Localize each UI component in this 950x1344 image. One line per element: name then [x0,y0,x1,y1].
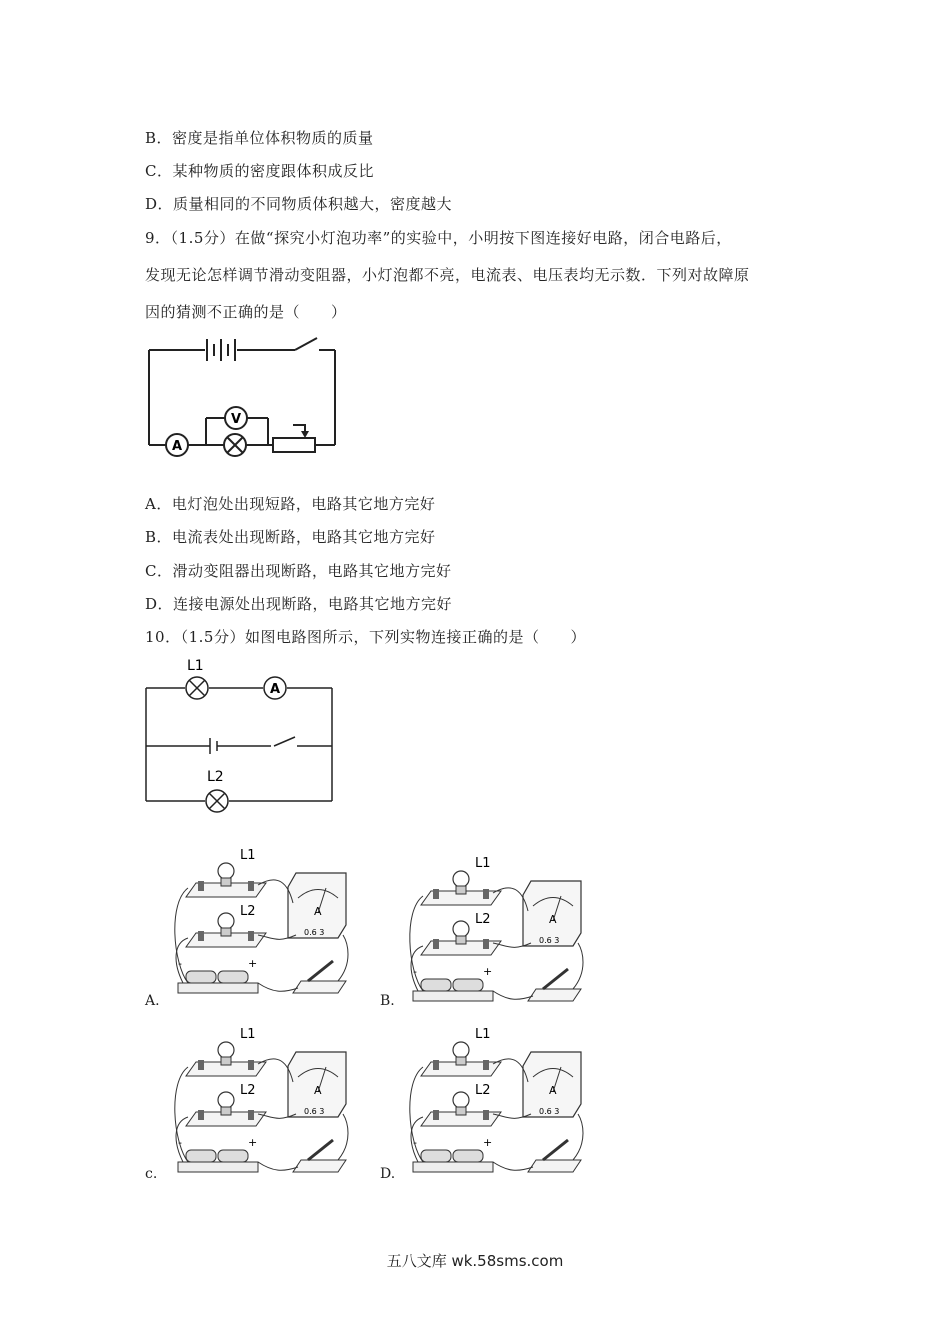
lamp-l1-label: L1 [187,658,204,674]
lamp-l2-terminal-left [433,1110,439,1120]
lamp-l2-terminal-right [483,939,489,949]
battery-minus-label: - [178,1136,182,1149]
q10-option-c-label: c. [145,1166,158,1182]
lamp-l2-terminal-right [248,1110,254,1120]
lamp-l1-bulb [453,1042,469,1058]
lamp-l1-terminal-left [198,881,204,891]
wire-1 [175,888,188,983]
lamp-l1-socket [456,886,466,894]
battery-cell-2 [218,1150,248,1162]
ammeter-scale-text: 0.6 3 [539,936,560,945]
q9-circuit-diagram [145,335,345,460]
lamp-l1-bulb [218,1042,234,1058]
lamp-l1-label: L1 [475,856,491,871]
q9-stem-line2: 发现无论怎样调节滑动变阻器，小灯泡都不亮，电流表、电压表均无示数．下列对故障原 [145,266,750,284]
q9-option-c: C．滑动变阻器出现断路，电路其它地方完好 [145,562,452,580]
switch-base [528,989,581,1001]
lamp-l2-symbol [206,790,228,812]
lamp-l1-socket [221,1057,231,1065]
q8-option-c: C．某种物质的密度跟体积成反比 [145,162,374,180]
wire-5 [258,983,298,991]
lamp-l1-terminal-right [248,1060,254,1070]
q9-option-d: D．连接电源处出现断路，电路其它地方完好 [145,595,453,613]
q10-option-a-label: A. [145,993,160,1009]
wire-1 [410,1067,423,1162]
ammeter-scale-text: 0.6 3 [304,1107,325,1116]
lamp-l2-socket [221,1107,231,1115]
lamp-l1-bulb [218,863,234,879]
battery-plus-label: + [483,1136,493,1149]
voltmeter-label: V [230,412,242,427]
lamp-l1-bulb [453,871,469,887]
wire-6 [573,1114,583,1160]
wire-5 [258,1162,298,1170]
wire-6 [338,1114,348,1160]
q10-option-a-picture [168,843,368,1008]
lamp-l2-bulb [218,1092,234,1108]
switch-lever [543,1140,568,1160]
lamp-l2-bulb [218,913,234,929]
q10-circuit-diagram [143,655,338,815]
battery-cell-1 [186,1150,216,1162]
switch-lever [308,961,333,981]
wire-6 [573,943,583,989]
wire-6 [338,935,348,981]
q10-option-d-picture [403,1022,585,1182]
lamp-l2-bulb [453,921,469,937]
lamp-l1-label: L1 [240,848,256,863]
battery-plus-label: + [248,957,258,970]
lamp-l1-terminal-left [198,1060,204,1070]
lamp-l1-terminal-right [483,889,489,899]
lamp-l2-terminal-left [433,939,439,949]
switch-base [293,981,346,993]
q9-option-b: B．电流表处出现断路，电路其它地方完好 [145,528,436,546]
battery-cell-2 [453,979,483,991]
battery-plus-label: + [483,965,493,978]
battery-holder [178,983,258,993]
battery-cell-1 [186,971,216,983]
lamp-l2-label: L2 [475,1083,491,1098]
lamp-l1-label: L1 [475,1027,491,1042]
q10-option-d-label: D. [380,1166,396,1182]
ammeter-label: A [549,913,557,926]
battery-holder [413,1162,493,1172]
switch-lever [543,969,568,989]
lamp-l2-label: L2 [207,769,224,785]
lamp-l2-terminal-right [483,1110,489,1120]
lamp-l1-socket [456,1057,466,1065]
battery-cell-2 [453,1150,483,1162]
lamp-l2-label: L2 [475,912,491,927]
lamp-l1-terminal-right [248,881,254,891]
switch-lever [308,1140,333,1160]
q9-stem-line1: 9．（1.5分）在做“探究小灯泡功率”的实验中，小明按下图连接好电路，闭合电路后， [145,229,732,247]
lamp-l2-label: L2 [240,904,256,919]
lamp-l2-socket [221,928,231,936]
battery-cell-1 [421,979,451,991]
battery-cell-2 [218,971,248,983]
ammeter-label: A [549,1084,557,1097]
lamp-l2-label: L2 [240,1083,256,1098]
q10-option-b-label: B. [380,993,395,1009]
q8-option-d: D．质量相同的不同物质体积越大，密度越大 [145,195,453,213]
battery-minus-label: - [413,965,417,978]
ammeter-label: A [314,1084,322,1097]
lamp-l1-terminal-left [433,889,439,899]
ammeter-label: A [171,439,183,454]
lamp-l2-terminal-left [198,931,204,941]
battery-holder [413,991,493,1001]
q9-option-a: A．电灯泡处出现短路，电路其它地方完好 [145,495,436,513]
lamp-l2-socket [456,936,466,944]
lamp-l2-terminal-left [198,1110,204,1120]
ammeter-label: A [269,682,281,697]
ammeter-label: A [314,905,322,918]
wire-1 [410,896,423,991]
battery-holder [178,1162,258,1172]
switch-base [528,1160,581,1172]
ammeter-scale-text: 0.6 3 [539,1107,560,1116]
lamp-l1-terminal-left [433,1060,439,1070]
q9-stem-line3: 因的猜测不正确的是（ ） [145,303,347,321]
switch-base [293,1160,346,1172]
lamp-l2-socket [456,1107,466,1115]
lamp-l1-terminal-right [483,1060,489,1070]
q10-option-b-picture [403,851,585,1011]
lamp-l2-bulb [453,1092,469,1108]
lamp-symbol [224,434,246,456]
q8-option-b: B．密度是指单位体积物质的质量 [145,129,374,147]
lamp-l2-terminal-right [248,931,254,941]
ammeter-scale-text: 0.6 3 [304,928,325,937]
q10-option-c-picture [168,1022,350,1182]
battery-cell-1 [421,1150,451,1162]
page-footer: 五八文库 wk.58sms.com [386,1252,564,1270]
lamp-l1-label: L1 [240,1027,256,1042]
battery-minus-label: - [413,1136,417,1149]
wire-5 [493,1162,533,1170]
lamp-l1-symbol [186,677,208,699]
wire-5 [493,991,533,999]
battery-minus-label: - [178,957,182,970]
q10-stem: 10．（1.5分）如图电路图所示，下列实物连接正确的是（ ） [145,628,586,646]
battery-plus-label: + [248,1136,258,1149]
wire-1 [175,1067,188,1162]
lamp-l1-socket [221,878,231,886]
